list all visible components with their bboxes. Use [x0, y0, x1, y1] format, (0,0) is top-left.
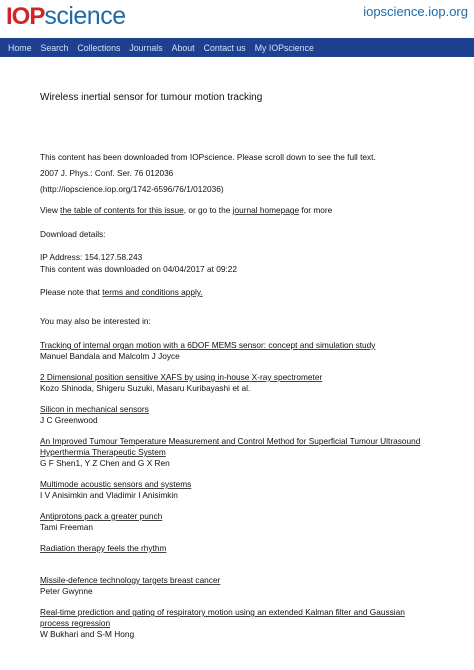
citation: 2007 J. Phys.: Conf. Ser. 76 012036 [40, 168, 174, 178]
related-article-authors: G F Shen1, Y Z Chen and G X Ren [40, 458, 170, 468]
logo-iop-text: IOP [6, 3, 45, 30]
related-article-link[interactable]: Hyperthermia Therapeutic System [40, 447, 166, 457]
related-article [40, 436, 420, 469]
related-article-link[interactable]: Tracking of internal organ motion with a 6DOF MEMS sensor: concept and simulation study [40, 340, 376, 350]
interest-heading: You may also be interested in: [40, 316, 151, 326]
iopscience-logo[interactable] [6, 0, 126, 32]
nav-contact-us[interactable]: Contact us [203, 42, 246, 53]
nav-search[interactable]: Search [40, 42, 69, 53]
logo-science-text: science [44, 2, 126, 30]
related-article-link[interactable]: Missile-defence technology targets breast cancer [40, 575, 221, 585]
related-article-link[interactable]: Radiation therapy feels the rhythm [40, 543, 167, 553]
view-line [40, 205, 332, 216]
journal-homepage-link[interactable]: journal homepage [232, 205, 300, 215]
article-title: Wireless inertial sensor for tumour motion tracking [40, 92, 263, 103]
view-mid-text: , or go to the [183, 205, 233, 215]
related-article [40, 340, 375, 362]
related-article [40, 575, 220, 597]
view-post-text: for more [299, 205, 333, 215]
related-article-authors: Manuel Bandala and Malcolm J Joyce [40, 351, 180, 361]
related-article [40, 479, 191, 501]
related-article-link[interactable]: 2 Dimensional position sensitive XAFS by using in-house X-ray spectrometer [40, 372, 323, 382]
related-article [40, 372, 322, 394]
nav-my-iopscience[interactable]: My IOPscience [254, 42, 314, 53]
terms-line [40, 287, 203, 298]
nav-about[interactable]: About [171, 42, 195, 53]
related-article-link[interactable]: Antiprotons pack a greater punch [40, 511, 163, 521]
nav-journals[interactable]: Journals [129, 42, 163, 53]
downloaded-note: This content has been downloaded from IOPscience. Please scroll down to see the full text. [40, 152, 376, 162]
related-article-authors: W Bukhari and S-M Hong [40, 629, 135, 639]
related-article [40, 543, 166, 554]
related-article [40, 404, 149, 426]
related-article-link[interactable]: Real-time prediction and gating of respiratory motion using an extended Kalman filter and Gaussian [40, 607, 405, 617]
downloaded-on: This content was downloaded on 04/04/2017 at 09:22 [40, 264, 237, 274]
terms-pre-text: Please note that [40, 287, 103, 297]
related-article-authors: Kozo Shinoda, Shigeru Suzuki, Masaru Kuribayashi et al. [40, 383, 251, 393]
view-pre-text: View [40, 205, 61, 215]
related-article-link[interactable]: An Improved Tumour Temperature Measurement and Control Method for Superficial Tumour Ultrasound [40, 436, 421, 446]
terms-link[interactable]: terms and conditions apply. [102, 287, 203, 297]
related-article [40, 607, 405, 640]
nav-bar [0, 38, 474, 57]
nav-home[interactable]: Home [8, 42, 32, 53]
ip-address: IP Address: 154.127.58.243 [40, 252, 143, 262]
site-header [0, 0, 474, 38]
toc-link[interactable]: the table of contents for this issue [60, 205, 184, 215]
site-url-link[interactable]: iopscience.iop.org [363, 4, 468, 19]
related-article-link[interactable]: process regression [40, 618, 111, 628]
related-article-authors: Tami Freeman [40, 522, 94, 532]
download-details-heading: Download details: [40, 229, 106, 239]
related-article-authors: Peter Gwynne [40, 586, 93, 596]
related-article [40, 511, 162, 533]
related-article-authors: I V Anisimkin and Vladimir I Anisimkin [40, 490, 178, 500]
related-article-authors: J C Greenwood [40, 415, 98, 425]
related-article-link[interactable]: Silicon in mechanical sensors [40, 404, 149, 414]
related-article-link[interactable]: Multimode acoustic sensors and systems [40, 479, 192, 489]
nav-collections[interactable]: Collections [77, 42, 121, 53]
article-url: (http://iopscience.iop.org/1742-6596/76/1/012036) [40, 184, 224, 194]
